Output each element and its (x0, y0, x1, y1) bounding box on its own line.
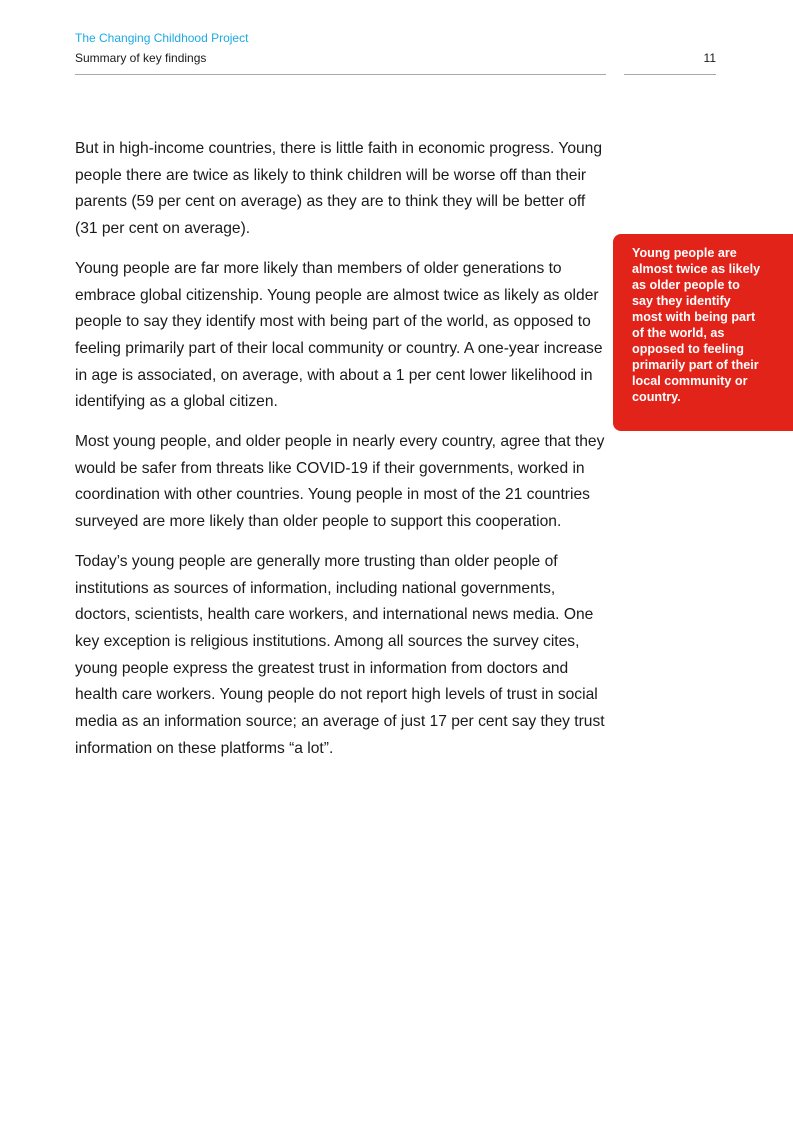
paragraph-international-cooperation: Most young people, and older people in nearly every country, agree that they would be safer from threats like COVID-19 if their governments, worked in coordination with other countries. Young people in most of the 21 countries surveyed are more likely than older people to support this cooperation. (75, 433, 605, 531)
pull-quote-callout (613, 234, 793, 431)
pull-quote-text: Young people are almost twice as likely as older people to say they identify most with being part of the world, as opposed to feeling primarily part of their local community or country. (632, 246, 761, 404)
page-number: 11 (703, 51, 716, 65)
header-divider-main (75, 74, 606, 75)
paragraph-trust-in-institutions: Today’s young people are generally more trusting than older people of institutions as sources of information, including national governments, doctors, scientists, health care workers, and international news media. One key exception is religious institutions. Among all sources the survey cites, young people express the greatest trust in information from doctors and health care workers. Young people do not report high levels of trust in social media as an information source; an average of just 17 per cent say they trust information on these platforms “a lot”. (75, 552, 605, 757)
document-title: The Changing Childhood Project (75, 31, 249, 45)
main-content (75, 136, 605, 775)
paragraph-economic-progress: But in high-income countries, there is little faith in economic progress. Young people there are twice as likely to think children will be worse off than their parents (59 per cent on average) as they are to think they will be better off (31 per cent on average). (75, 140, 603, 238)
header-divider-side (624, 74, 716, 75)
paragraph-global-citizenship: Young people are far more likely than members of older generations to embrace global citizenship. Young people are almost twice as likely as older people to say they identify most with being part of the world, as opposed to feeling primarily part of their local community or country. A one-year increase in age is associated, on average, with about a 1 per cent lower likelihood in identifying as a global citizen. (75, 259, 603, 411)
section-subtitle: Summary of key findings (75, 51, 207, 65)
